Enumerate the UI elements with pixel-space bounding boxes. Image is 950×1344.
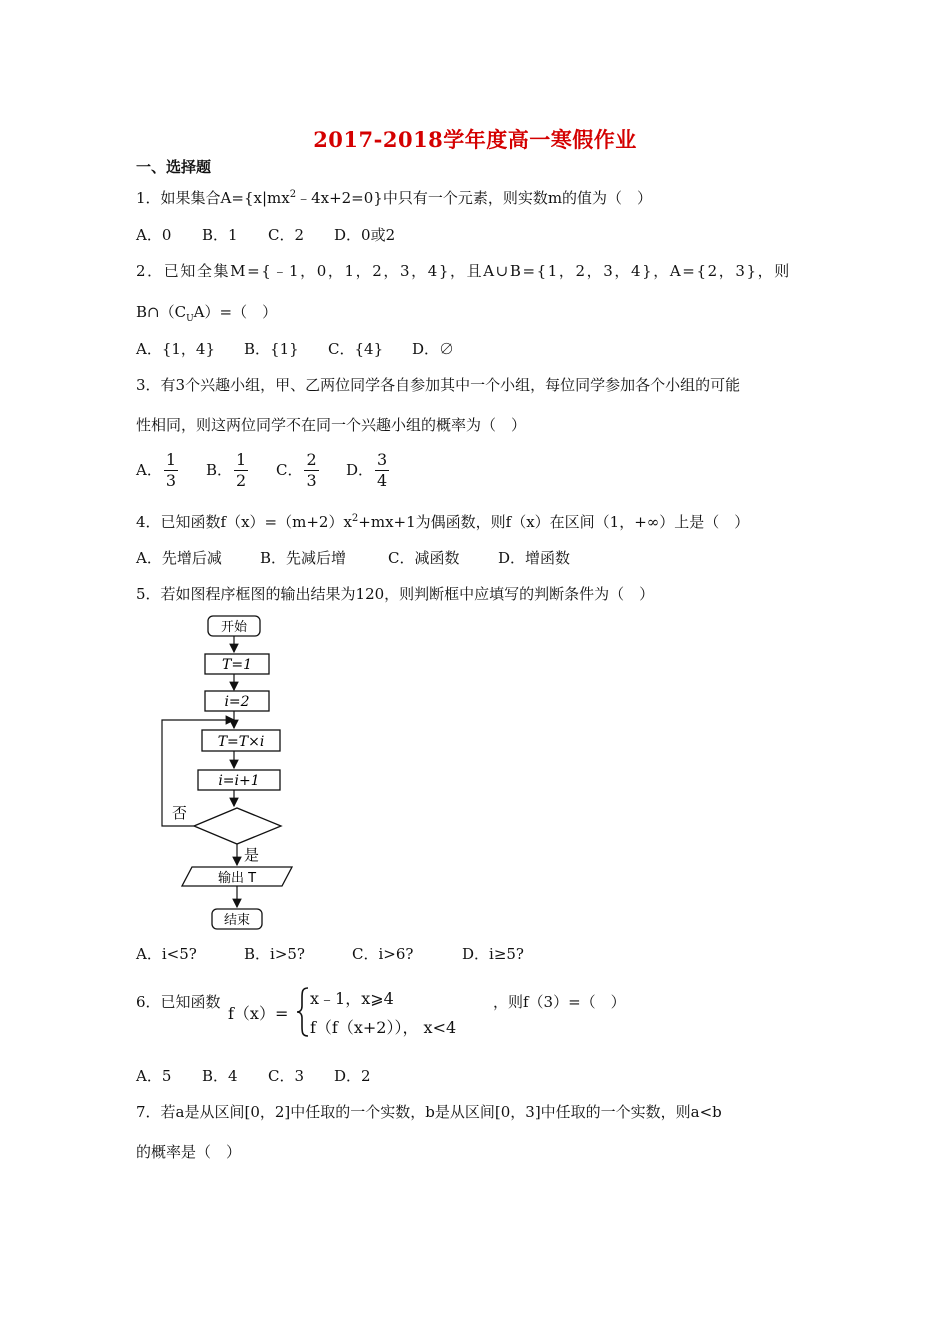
q4-option-b: B．先减后增 xyxy=(260,549,347,567)
q5-option-d: D．i≥5? xyxy=(462,945,524,963)
q5-options xyxy=(136,943,524,964)
q6-stem-pre: 6．已知函数 xyxy=(136,993,221,1011)
flow-init-t-label: T=1 xyxy=(222,657,252,673)
q3-option-d-label: D． xyxy=(346,460,374,479)
question-1 xyxy=(136,187,652,208)
q2-option-d: D．∅ xyxy=(412,340,455,358)
q2-options xyxy=(136,338,454,359)
q3-option-d-num: 3 xyxy=(377,450,388,469)
q4-option-d: D．增函数 xyxy=(498,549,571,567)
q3-option-c-den: 3 xyxy=(306,471,317,490)
q5-option-c: C．i>6? xyxy=(352,945,414,963)
q4-option-a: A．先增后减 xyxy=(136,549,222,567)
flow-output-label: 输出 T xyxy=(217,871,257,886)
q2-line-2 xyxy=(136,301,277,324)
q3-option-d xyxy=(346,450,391,491)
q3-option-a-den: 3 xyxy=(165,471,177,490)
q2-option-a: A．{1，4} xyxy=(136,340,216,358)
flow-start-label: 开始 xyxy=(220,620,248,635)
q3-option-b-den: 2 xyxy=(236,471,247,490)
q6-case-1: x﹣1，x⩾4 xyxy=(310,989,394,1008)
q5-option-a: A．i<5? xyxy=(136,945,197,963)
flow-increment-label: i=i+1 xyxy=(218,773,260,789)
question-4 xyxy=(136,511,749,532)
q6-option-c: C．3 xyxy=(268,1067,305,1085)
q4-stem-pre: 4．已知函数f（x）=（m+2）x xyxy=(136,513,352,531)
q3-option-a-fraction xyxy=(164,450,178,491)
q6-func-name: f（x）= xyxy=(228,1004,289,1023)
q1-option-c: C．2 xyxy=(268,226,305,244)
q6-option-b: B．4 xyxy=(202,1067,238,1085)
q6-option-a: A．5 xyxy=(136,1067,172,1085)
q7-line-2: 的概率是（ ） xyxy=(136,1143,242,1161)
flow-no-label: 否 xyxy=(172,804,188,822)
flow-yes-label: 是 xyxy=(244,846,260,864)
q4-exponent: 2 xyxy=(351,513,359,524)
q2-line-1: 2．已知全集M={﹣1，0，1，2，3，4}，且A∪B={1，2，3，4}，A={2，3}，则 xyxy=(136,262,791,280)
q6-option-d: D．2 xyxy=(334,1067,371,1085)
q3-line-2: 性相同，则这两位同学不在同一个兴趣小组的概率为（ ） xyxy=(136,416,527,434)
q3-option-a-num: 1 xyxy=(165,450,177,469)
flow-init-i-label: i=2 xyxy=(224,694,250,710)
q3-option-a xyxy=(136,450,206,491)
q1-options xyxy=(136,224,395,245)
q6-options xyxy=(136,1065,371,1086)
q1-option-a: A．0 xyxy=(136,226,172,244)
q3-option-c xyxy=(276,450,346,491)
q4-stem-post: +mx+1为偶函数，则f（x）在区间（1，+∞）上是（ ） xyxy=(358,513,750,531)
q3-line-1: 3．有3个兴趣小组，甲、乙两位同学各自参加其中一个小组，每位同学参加各个小组的可能 xyxy=(136,376,741,394)
q3-option-c-fraction xyxy=(304,450,318,491)
flow-decision-diamond xyxy=(194,808,281,844)
q5-stem: 5．若如图程序框图的输出结果为120，则判断框中应填写的判断条件为（ ） xyxy=(136,585,655,603)
q2-option-b: B．{1} xyxy=(244,340,299,358)
q4-options xyxy=(136,547,570,568)
q6-stem-post: ，则f（3）=（ ） xyxy=(493,993,626,1011)
q3-option-d-den: 4 xyxy=(377,471,388,490)
q4-option-c: C．减函数 xyxy=(388,549,460,567)
q3-option-a-label: A． xyxy=(136,460,162,479)
q2-option-c: C．{4} xyxy=(328,340,384,358)
document-title: 2017-2018学年度高一寒假作业 xyxy=(313,127,637,152)
q3-option-b-num: 1 xyxy=(236,450,247,469)
q7-line-1: 7．若a是从区间[0，2]中任取的一个实数，b是从区间[0，3]中任取的一个实数，则a<b xyxy=(136,1103,722,1121)
q2-line-2-pre: B∩（C xyxy=(136,303,187,321)
q3-option-c-num: 2 xyxy=(306,450,317,469)
q1-option-d: D．0或2 xyxy=(334,226,396,244)
q1-option-b: B．1 xyxy=(202,226,238,244)
q1-stem: 1．如果集合A={x|mx xyxy=(136,189,290,207)
q5-option-b: B．i>5? xyxy=(244,945,305,963)
q3-option-b-label: B． xyxy=(206,460,233,479)
q3-option-b xyxy=(206,450,276,491)
q2-subscript: U xyxy=(186,314,194,324)
section-heading: 一、选择题 xyxy=(136,158,212,176)
q3-option-c-label: C． xyxy=(276,460,303,479)
q1-stem-tail: ﹣4x+2=0}中只有一个元素，则实数m的值为（ ） xyxy=(296,189,653,207)
flow-end-label: 结束 xyxy=(223,913,251,928)
q1-exponent: 2 xyxy=(289,189,297,200)
q3-option-b-fraction xyxy=(234,450,248,491)
q2-line-2-post: A）=（ ） xyxy=(193,303,278,321)
q6-case-2: f（f（x+2））， x<4 xyxy=(310,1018,457,1037)
q6-brace xyxy=(296,986,310,1038)
q3-options xyxy=(136,450,391,491)
q3-option-d-fraction xyxy=(375,450,389,491)
flow-multiply-label: T=T×i xyxy=(217,734,265,750)
flowchart xyxy=(150,610,310,936)
